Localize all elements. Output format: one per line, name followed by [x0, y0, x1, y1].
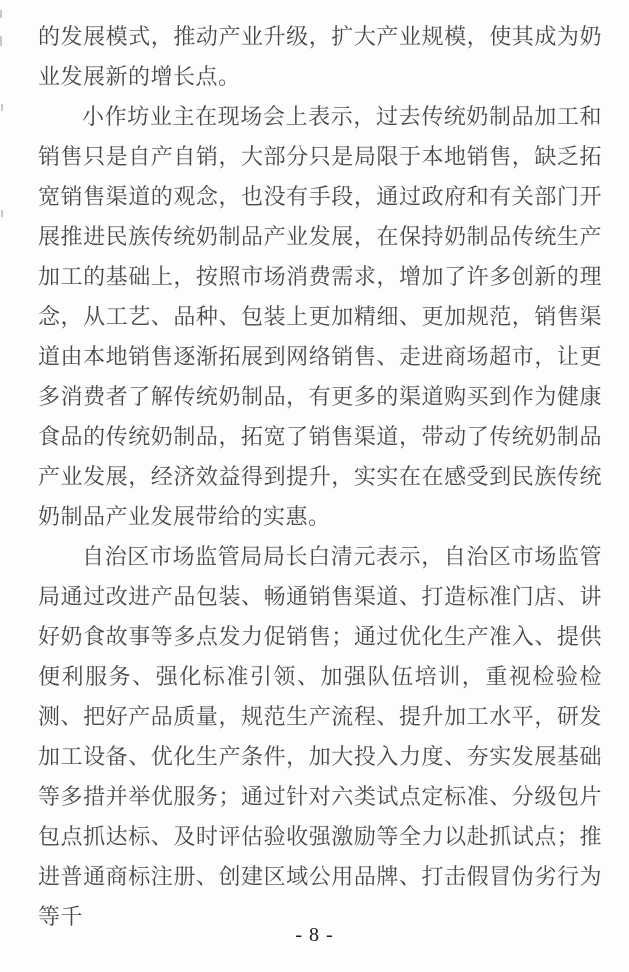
scan-artifact: [1, 210, 3, 217]
scan-artifact: [0, 10, 2, 18]
article-body: [38, 17, 602, 937]
scan-artifact: [1, 104, 3, 111]
article-paragraph-2: 小作坊业主在现场会上表示，过去传统奶制品加工和销售只是自产自销，大部分只是局限于本地销售，缺乏拓宽销售渠道的观念，也没有手段，通过政府和有关部门开展推进民族传统奶制品产业发展，在保持奶制品传统生产加工的基础上，按照市场消费需求，增加了许多创新的理念，从工艺、品种、包装上更加精细、更加规范，销售渠道由本地销售逐渐拓展到网络销售、走进商场超市，让更多消费者了解传统奶制品，有更多的渠道购买到作为健康食品的传统奶制品，拓宽了销售渠道，带动了传统奶制品产业发展，经济效益得到提升，实实在在感受到民族传统奶制品产业发展带给的实惠。: [38, 104, 602, 529]
scan-artifact: [0, 36, 2, 46]
article-paragraph-3: 自治区市场监管局局长白清元表示，自治区市场监管局通过改进产品包装、畅通销售渠道、打造标准门店、讲好奶食故事等多点发力促销售；通过优化生产准入、提供便利服务、强化标准引领、加强队伍培训，重视检验检测、把好产品质量，规范生产流程、提升加工水平，研发加工设备、优化生产条件，加大投入力度、夯实发展基础等多措并举优服务；通过针对六类试点定标准、分级包片包点抓达标、及时评估验收强激励等全力以赴抓试点；推进普通商标注册、创建区域公用品牌、打击假冒伪劣行为等千: [38, 544, 602, 929]
article-paragraph-1: 的发展模式，推动产业升级，扩大产业规模，使其成为奶业发展新的增长点。: [38, 24, 602, 89]
page-number: - 8 -: [295, 924, 334, 946]
